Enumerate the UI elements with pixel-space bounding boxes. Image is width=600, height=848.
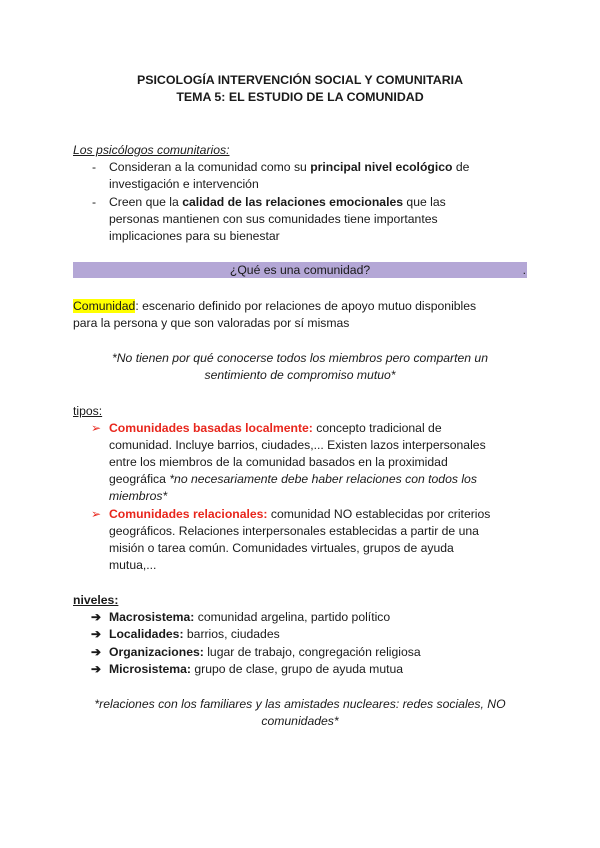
niveles-item	[109, 661, 403, 678]
tipos-item-1-line-2: comunidad. Incluye barrios, ciudades,... Existen lazos interpersonales	[109, 438, 486, 452]
dash-bullet: -	[92, 195, 97, 209]
niveles-heading: niveles:	[73, 593, 119, 607]
section-band-title: ¿Qué es una comunidad?	[229, 263, 371, 277]
bold-term: calidad de las relaciones emocionales	[182, 195, 404, 209]
text-segment: comunidad NO establecidas por criterios	[267, 507, 491, 521]
note-2-line-2: comunidades*	[261, 714, 339, 728]
note-2-line-1: *relaciones con los familiares y las amistades nucleares: redes sociales, NO	[94, 697, 506, 711]
psicologos-item-1-line-2: investigación e intervención	[109, 177, 259, 191]
psicologos-item-2-line-1	[109, 194, 446, 211]
comunidad-definition-line-1	[73, 298, 476, 315]
arrow-bullet-icon: ➔	[91, 662, 102, 676]
niveles-item	[109, 609, 390, 626]
arrow-bullet-icon: ➢	[91, 507, 102, 521]
text-segment: Consideran a la comunidad como su	[109, 160, 311, 174]
highlighted-term: Comunidad	[73, 299, 136, 313]
tipos-item-2-line-3: misión o tarea común. Comunidades virtuales, grupos de ayuda	[109, 541, 454, 555]
tipos-heading: tipos:	[73, 404, 103, 418]
document-title: PSICOLOGÍA INTERVENCIÓN SOCIAL Y COMUNITARIA	[136, 73, 464, 87]
nivel-label: Microsistema:	[109, 662, 191, 676]
arrow-bullet-icon: ➔	[91, 610, 102, 624]
red-term: Comunidades basadas localmente:	[109, 421, 313, 435]
nivel-text: grupo de clase, grupo de ayuda mutua	[190, 662, 404, 676]
dash-bullet: -	[92, 160, 97, 174]
document-subtitle: TEMA 5: EL ESTUDIO DE LA COMUNIDAD	[176, 90, 424, 104]
niveles-item	[109, 644, 421, 661]
text-segment: de	[452, 160, 470, 174]
tipos-item-1-line-3: entre los miembros de la comunidad basados en la proximidad	[109, 455, 448, 469]
text-segment: Creen que la	[109, 195, 183, 209]
text-segment: : escenario definido por relaciones de apoyo mutuo disponibles	[135, 299, 477, 313]
tipos-item-2-line-4: mutua,...	[109, 558, 157, 572]
niveles-item	[109, 626, 280, 643]
section-band-dot: .	[522, 263, 526, 277]
text-segment: concepto tradicional de	[312, 421, 442, 435]
nivel-label: Organizaciones:	[109, 645, 204, 659]
tipos-item-2-line-1	[109, 506, 490, 523]
psicologos-heading: Los psicólogos comunitarios:	[73, 143, 230, 157]
tipos-item-2-line-2: geográficos. Relaciones interpersonales establecidas a partir de una	[109, 524, 479, 538]
arrow-bullet-icon: ➔	[91, 627, 102, 641]
nivel-label: Macrosistema:	[109, 610, 195, 624]
comunidad-definition-line-2: para la persona y que son valoradas por sí mismas	[73, 316, 350, 330]
nivel-text: barrios, ciudades	[183, 627, 280, 641]
note-1-line-1: *No tienen por qué conocerse todos los miembros pero comparten un	[112, 351, 488, 365]
nivel-label: Localidades:	[109, 627, 184, 641]
psicologos-item-2-line-3: implicaciones para su bienestar	[109, 229, 280, 243]
red-term: Comunidades relacionales:	[109, 507, 268, 521]
section-band	[73, 262, 527, 278]
nivel-text: lugar de trabajo, congregación religiosa	[203, 645, 421, 659]
tipos-item-1-line-5: miembros*	[109, 489, 168, 503]
note-1-line-2: sentimiento de compromiso mutuo*	[204, 368, 396, 382]
tipos-item-1-line-1	[109, 420, 442, 437]
tipos-item-1-line-4	[109, 471, 477, 488]
psicologos-item-1-line-1	[109, 159, 469, 176]
text-segment: geográfica	[109, 472, 170, 486]
arrow-bullet-icon: ➔	[91, 645, 102, 659]
bold-term: principal nivel ecológico	[310, 160, 453, 174]
psicologos-item-2-line-2: personas mantienen con sus comunidades tiene importantes	[109, 212, 438, 226]
nivel-text: comunidad argelina, partido político	[194, 610, 391, 624]
italic-note: *no necesariamente debe haber relaciones con todos los	[169, 472, 477, 486]
arrow-bullet-icon: ➢	[91, 421, 102, 435]
text-segment: que las	[403, 195, 446, 209]
